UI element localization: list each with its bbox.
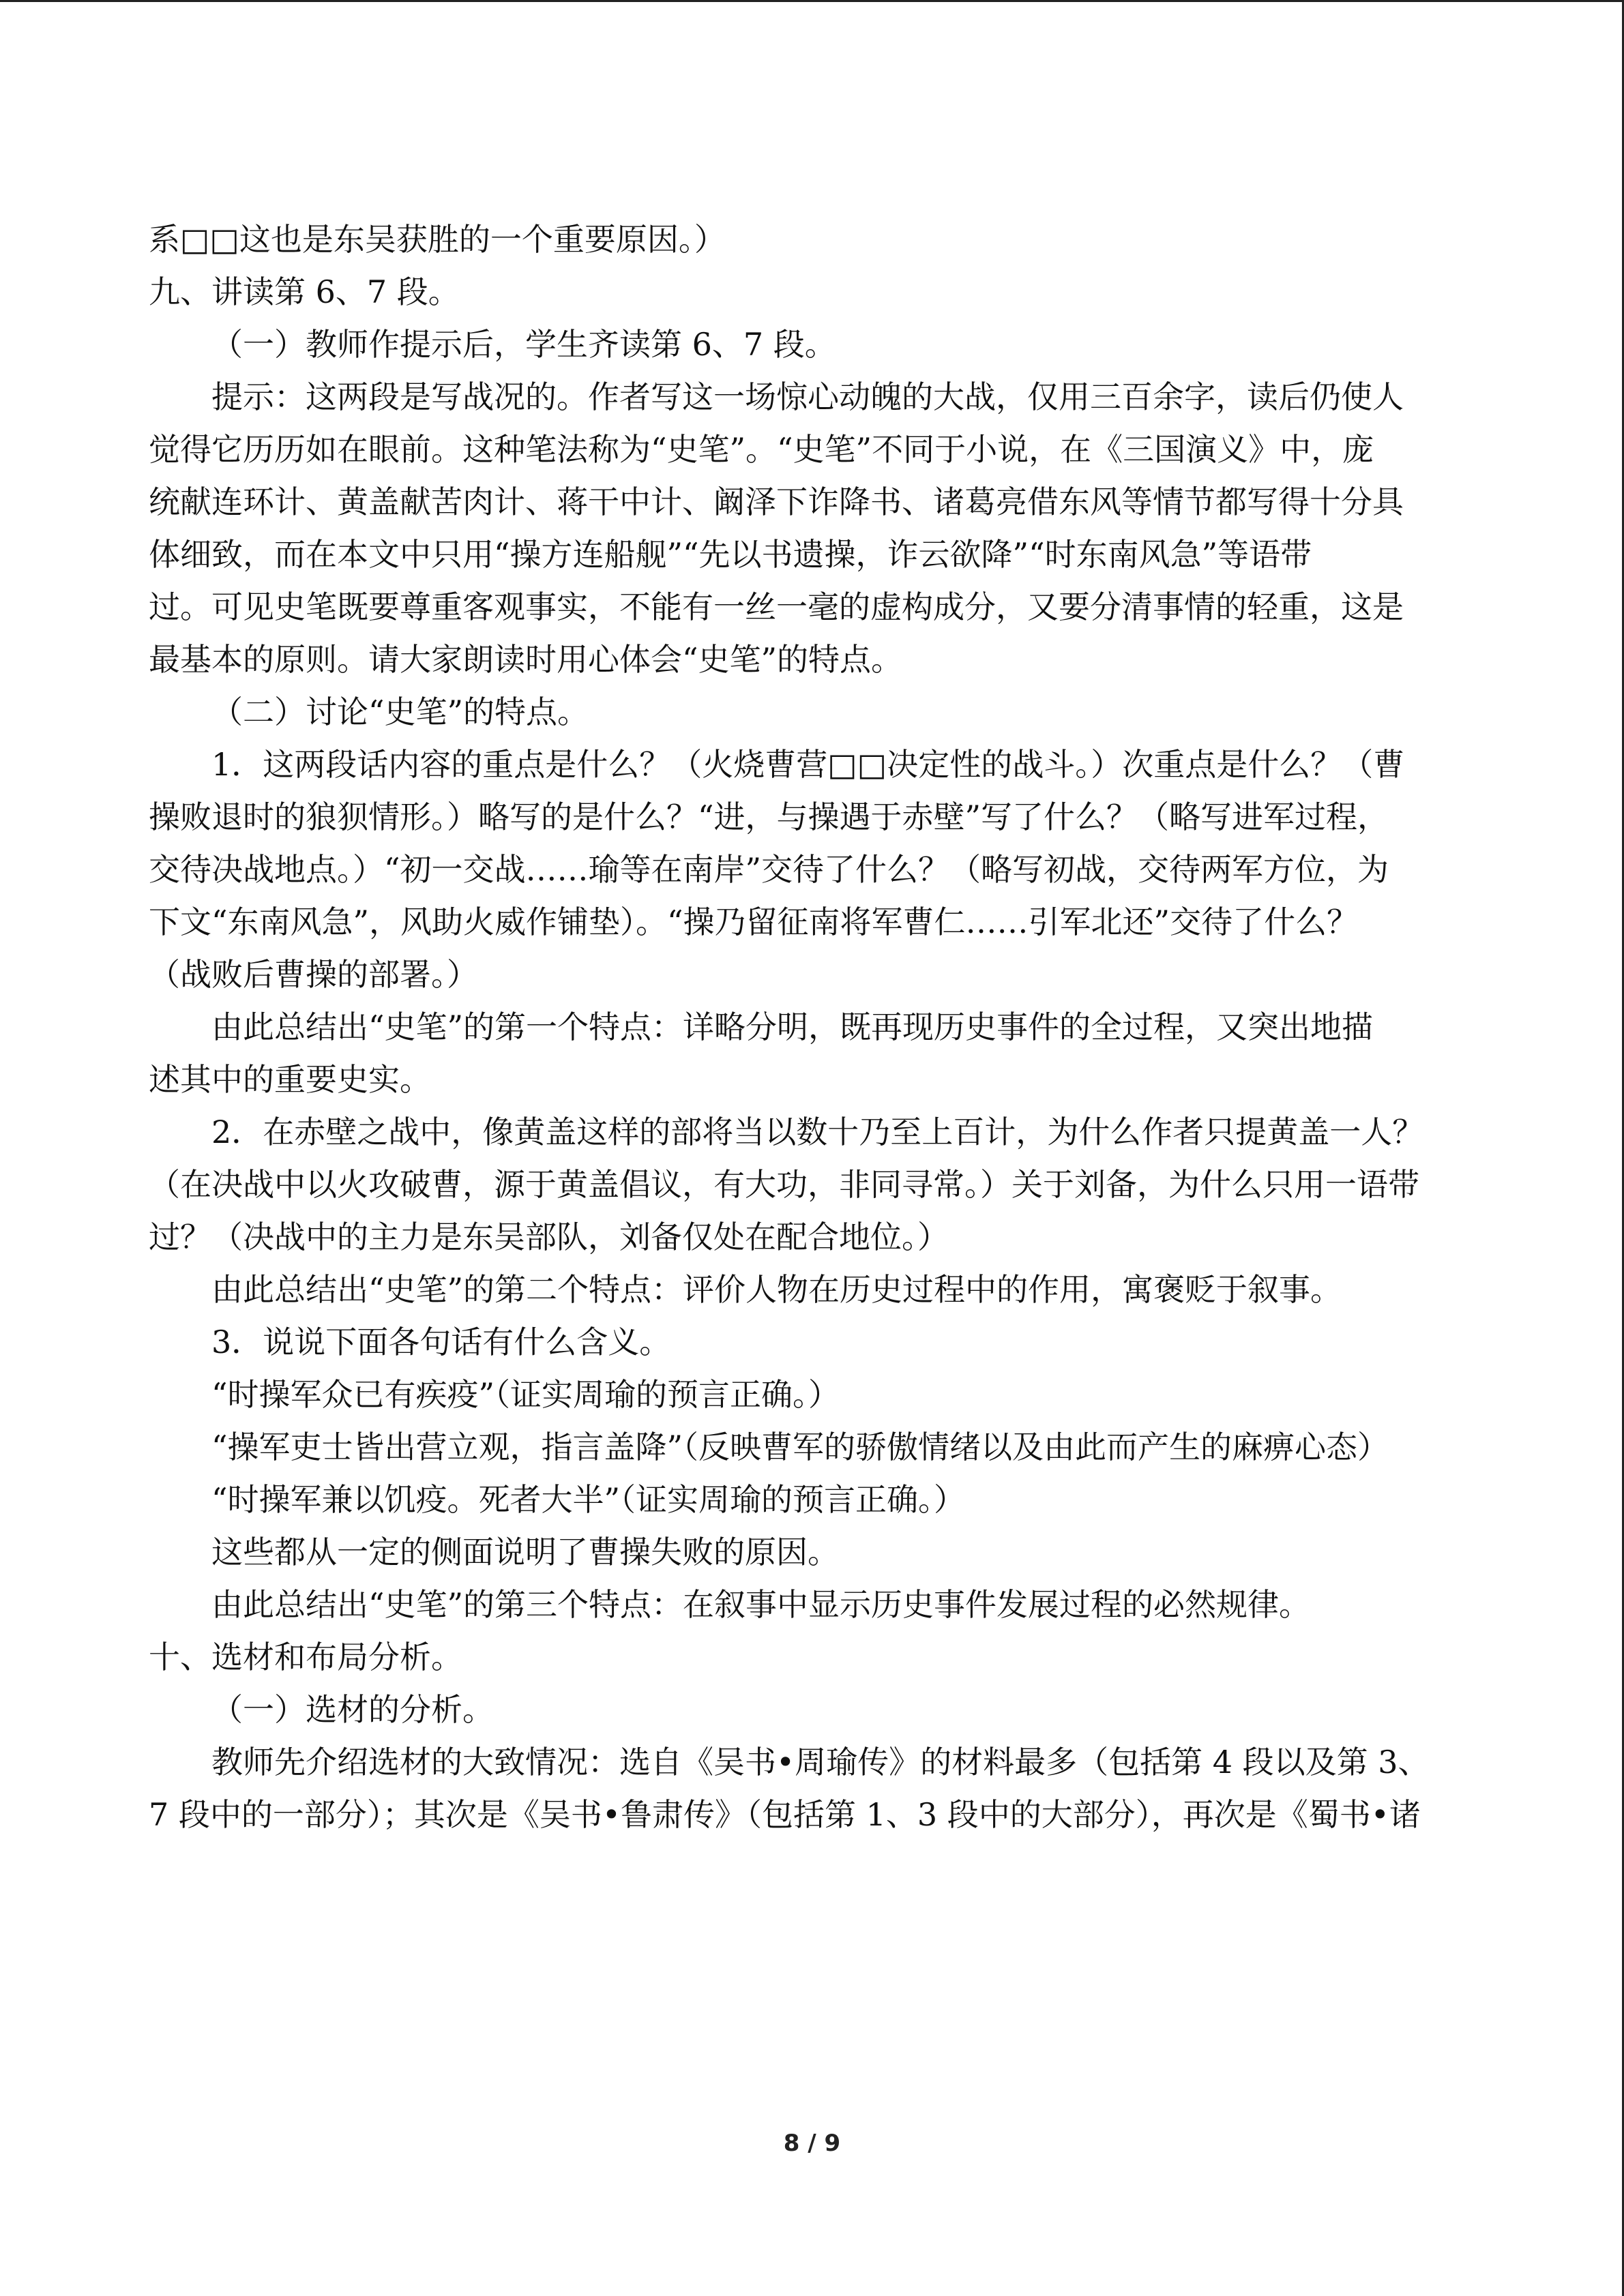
quote-line: “时操军兼以饥疫。死者大半”（证实周瑜的预言正确。） (211, 1481, 966, 1518)
subsection-heading: （一）教师作提示后，学生齐读第 6、7 段。 (211, 326, 836, 363)
page-top-border (0, 0, 1624, 2)
text-line: 过。可见史笔既要尊重客观事实，不能有一丝一毫的虚构成分，又要分清事情的轻重，这是 (149, 588, 1404, 625)
text-line: 体细致，而在本文中只用“操方连船舰”“先以书遗操，诈云欲降”“时东南风急”等语带 (149, 536, 1312, 573)
document-body (149, 213, 1475, 1841)
text-line: 觉得它历历如在眼前。这种笔法称为“史笔”。“史笔”不同于小说，在《三国演义》中，庞 (149, 431, 1374, 468)
text-line: 1．这两段话内容的重点是什么？（火烧曹营□□决定性的战斗。）次重点是什么？（曹 (211, 746, 1405, 783)
text-line: 过？（决战中的主力是东吴部队，刘备仅处在配合地位。） (149, 1219, 949, 1255)
subsection-heading: （二）讨论“史笔”的特点。 (211, 694, 589, 730)
subsection-heading: （一）选材的分析。 (211, 1691, 494, 1728)
text-line: 统献连环计、黄盖献苦肉计、蒋干中计、阚泽下诈降书、诸葛亮借东风等情节都写得十分具 (149, 483, 1404, 520)
quote-line: “时操军众已有疾疫”（证实周瑜的预言正确。） (211, 1376, 840, 1413)
text-line: 提示：这两段是写战况的。作者写这一场惊心动魄的大战，仅用三百余字，读后仍使人 (211, 378, 1404, 415)
text-line: 操败退时的狼狈情形。）略写的是什么？“进，与操遇于赤壁”写了什么？（略写进军过程， (149, 799, 1389, 835)
text-line: （战败后曹操的部署。） (149, 956, 478, 993)
text-line: 3．说说下面各句话有什么含义。 (211, 1324, 671, 1360)
quote-line: “操军吏士皆出营立观，指言盖降”（反映曹军的骄傲情绪以及由此而产生的麻痹心态） (211, 1429, 1389, 1465)
text-line: 述其中的重要史实。 (149, 1061, 431, 1098)
text-line: 教师先介绍选材的大致情况：选自《吴书•周瑜传》的材料最多（包括第 4 段以及第 3、 (211, 1744, 1430, 1780)
text-line: 7 段中的一部分）；其次是《吴书•鲁肃传》（包括第 1、3 段中的大部分），再次是《蜀书•诸 (149, 1796, 1421, 1833)
text-line: 由此总结出“史笔”的第二个特点：评价人物在历史过程中的作用，寓褒贬于叙事。 (211, 1271, 1342, 1308)
text-line: 下文“东南风急”，风助火威作铺垫）。“操乃留征南将军曹仁……引军北还”交待了什么？ (149, 904, 1359, 940)
section-heading: 九、讲读第 6、7 段。 (149, 273, 460, 310)
section-heading: 十、选材和布局分析。 (149, 1639, 462, 1675)
text-line: 系□□这也是东吴获胜的一个重要原因。） (149, 221, 726, 258)
text-line: 交待决战地点。）“初一交战……瑜等在南岸”交待了什么？（略写初战，交待两军方位，为 (149, 851, 1389, 888)
text-line: （在决战中以火攻破曹，源于黄盖倡议，有大功，非同寻常。）关于刘备，为什么只用一语带 (149, 1166, 1419, 1203)
text-line: 2．在赤壁之战中，像黄盖这样的部将当以数十乃至上百计，为什么作者只提黄盖一人？ (211, 1114, 1424, 1150)
page-number: 8 / 9 (783, 2130, 841, 2157)
text-line: 最基本的原则。请大家朗读时用心体会“史笔”的特点。 (149, 641, 903, 678)
text-line: 由此总结出“史笔”的第一个特点：详略分明，既再现历史事件的全过程，又突出地描 (211, 1009, 1374, 1045)
text-line: 这些都从一定的侧面说明了曹操失败的原因。 (211, 1534, 839, 1570)
text-line: 由此总结出“史笔”的第三个特点：在叙事中显示历史事件发展过程的必然规律。 (211, 1586, 1311, 1623)
